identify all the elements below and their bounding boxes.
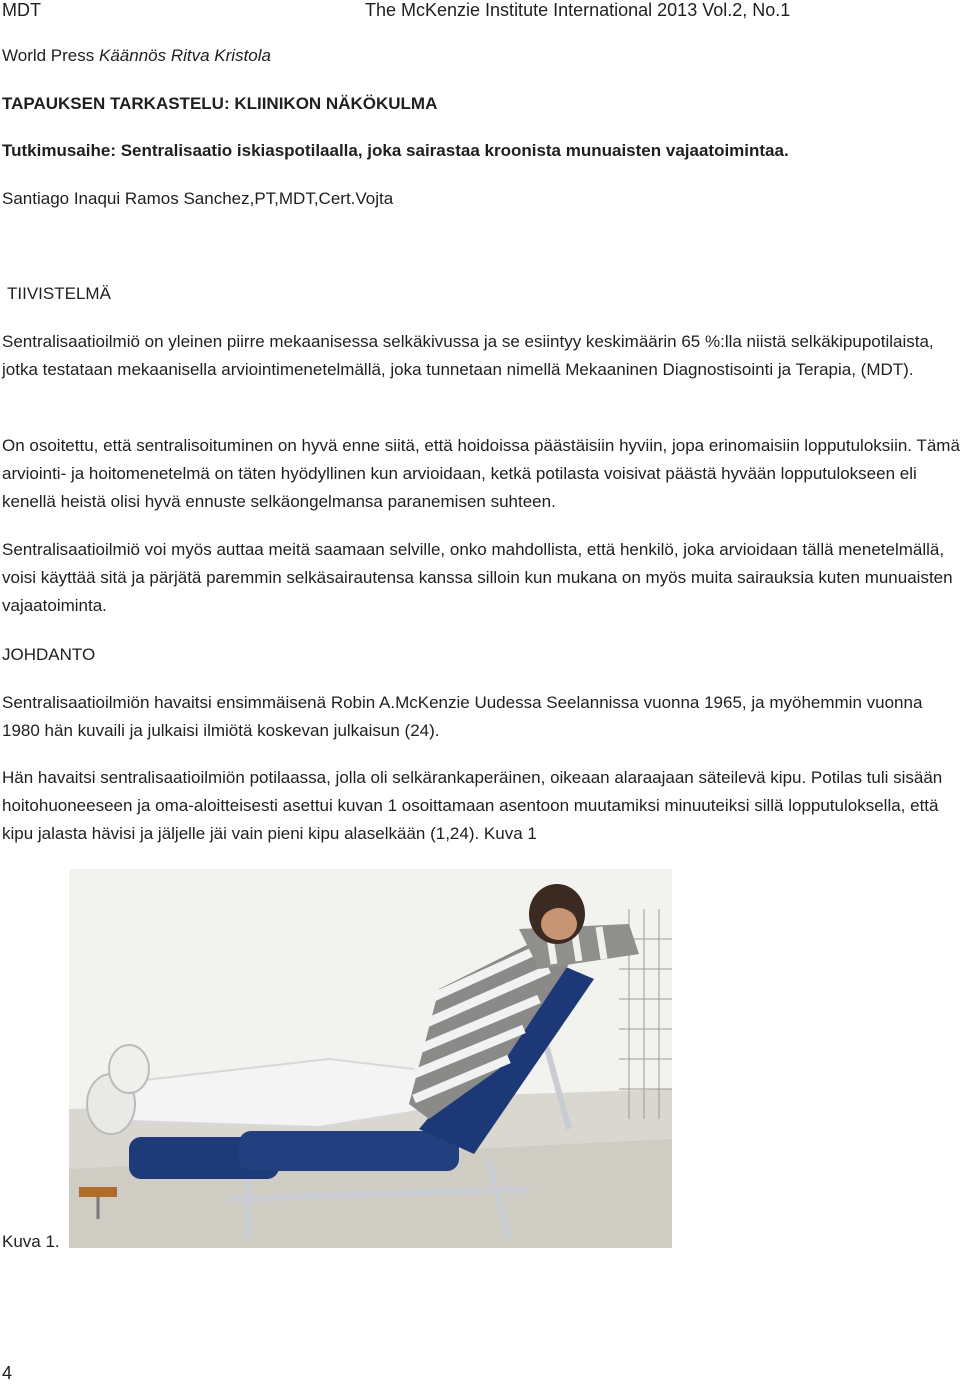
translator: Käännös Ritva Kristola bbox=[99, 46, 271, 65]
patient-photo bbox=[69, 869, 672, 1248]
introduction-heading: JOHDANTO bbox=[2, 645, 96, 664]
section-heading: TAPAUKSEN TARKASTELU: KLIINIKON NÄKÖKULMA bbox=[2, 94, 438, 113]
author-line: Santiago Inaqui Ramos Sanchez,PT,MDT,Cert.Vojta bbox=[2, 189, 394, 208]
abstract-paragraph-3: Sentralisaatioilmiö voi myös auttaa meitä saamaan selville, onko mahdollista, että henkilö, joka arvioidaan tällä menetelmällä, voisi käyttää sitä ja pärjätä paremmin selkäsairautensa kanssa silloin kun mukana on myös muita sairauksia kuten munuaisten vajaatoiminta. bbox=[2, 540, 953, 615]
source-line bbox=[2, 46, 271, 66]
page-number: 4 bbox=[2, 1363, 13, 1383]
introduction-paragraph-1: Sentralisaatioilmiön havaitsi ensimmäisenä Robin A.McKenzie Uudessa Seelannissa vuonna 1965, ja myöhemmin vuonna 1980 hän kuvaili ja julkaisi ilmiötä koskevan julkaisun (24). bbox=[2, 693, 923, 740]
running-header-left: MDT bbox=[2, 0, 41, 20]
abstract-paragraph-2: On osoitettu, että sentralisoituminen on hyvä enne siitä, että hoidoissa päästäisiin hyviin, jopa erinomaisiin lopputuloksiin. Tämä arviointi- ja hoitomenetelmä on täten hyödyllinen kun arvioidaan, ketkä potilasta voisivat päästä hyvään lopputulokseen eli kenellä heistä olisi hyvä ennuste selkäongelmansa paranemisen suhteen. bbox=[2, 436, 960, 511]
introduction-paragraph-2: Hän havaitsi sentralisaatioilmiön potilaassa, jolla oli selkärankaperäinen, oikeaan alaraajaan säteilevä kipu. Potilas tuli sisään hoitohuoneeseen ja oma-aloitteisesti asettui kuvan 1 osoittamaan asentoon muutamiksi minuuteiksi sillä lopputuloksella, että kipu jalasta hävisi ja jäljelle jäi vain pieni kipu alaselkään (1,24). Kuva 1 bbox=[2, 768, 943, 843]
figure-caption: Kuva 1. bbox=[2, 1232, 60, 1251]
publisher: World Press bbox=[2, 46, 95, 65]
topic-line: Tutkimusaihe: Sentralisaatio iskiaspotilaalla, joka sairastaa kroonista munuaisten vajaatoimintaa. bbox=[2, 141, 789, 160]
abstract-heading: TIIVISTELMÄ bbox=[7, 284, 111, 303]
abstract-paragraph-1: Sentralisaatioilmiö on yleinen piirre mekaanisessa selkäkivussa ja se esiintyy keskimäärin 65 %:lla niistä selkäkipupotilaista, jotka testataan mekaanisella arviointimenetelmällä, joka tunnetaan nimellä Mekaaninen Diagnostisointi ja Terapia, (MDT). bbox=[2, 332, 934, 379]
running-header-right: The McKenzie Institute International 2013 Vol.2, No.1 bbox=[365, 0, 791, 20]
